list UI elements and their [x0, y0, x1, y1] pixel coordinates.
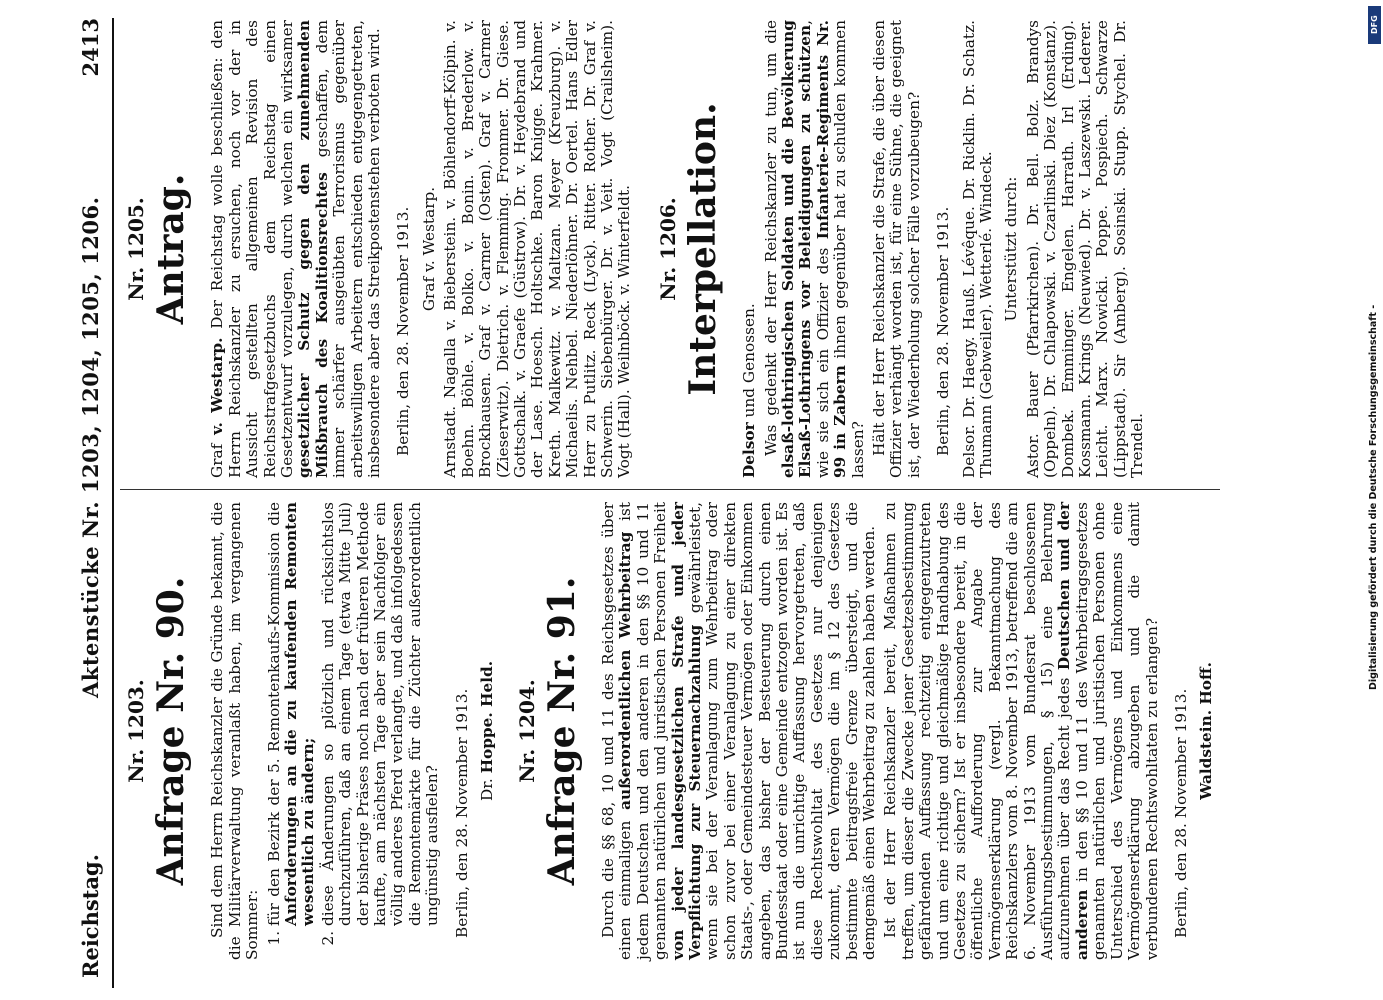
paragraph-2-1206: Hält der Herr Reichskanzler die Strafe, die über diesen Offizier verhängt worden ist, für eine Sühne, die geeignet ist, der Wiederholung solcher Fälle vorzubeugen? — [870, 20, 923, 478]
item-title-1205: Antrag. — [150, 173, 193, 325]
supported-label-1206: Unterstützt durch: — [1002, 176, 1021, 322]
signer-1205: Graf v. Westarp. — [419, 186, 438, 312]
page-header — [72, 18, 114, 988]
signature-1204 — [1198, 502, 1215, 960]
date-1203: Berlin, den 28. November 1913. — [452, 688, 471, 938]
item-number-1203: Nr. 1203. — [124, 679, 148, 783]
p1-c-1206: , wie sie sich ein Offizier des — [796, 20, 832, 478]
item-number-1206: Nr. 1206. — [655, 197, 680, 301]
left-column — [120, 502, 1238, 960]
p1-a-1206: Was gedenkt der Herr Reichskanzler zu tun, um die — [761, 20, 780, 456]
intro-name-1206: Delsor — [740, 422, 759, 478]
item-title-1203: Anfrage Nr. 90. — [150, 576, 193, 886]
date-1204: Berlin, den 28. November 1913. — [1171, 688, 1190, 938]
header-title: Aktenstücke Nr. 1203, 1204, 1205, 1206. — [78, 196, 103, 698]
p1-text-e: gewährleistet, wenn sie bei der Veranlagung zum Wehrbeitrag oder schon zuvor bei einer Veranlagung zu einer direkten Staats-, oder Gemeindesteuer Vermögen oder Einkommen angeben, das bisher der Besteuerung durch einen Bundesstaat oder eine Gemeinde entzogen worden ist. Es ist nun die unrichtige Auffassung hervorgetreten, daß diese Rechtswohltat des Gesetzes nur denjenigen zukommt, deren Vermögen die im § 12 des Gesetzes bestimmte beitragsfreie Grenze übersteigt, und die demgemäß einen Wehrbeitrag zu zahlen haben werden. — [685, 502, 878, 960]
paragraph-1-1206 — [763, 20, 867, 478]
column-divider — [120, 489, 1220, 490]
paragraph-2-1204 — [882, 502, 1161, 960]
intro-1206 — [741, 20, 758, 478]
paragraph-intro-1203: Sind dem Herrn Reichskanzler die Gründe bekannt, die die Militärverwaltung veranlaßt haben, im vergangenen Sommer: — [208, 502, 262, 960]
p-text-a-1205: Der Reichstag wolle beschließen: den Herrn Reichskanzler zu ersuchen, noch vor der in Aussicht gestellten allgemeinen Revision des Reichsstrafgesetzbuchs dem Reichstag einen Gesetzentwurf vorzulegen, durch welchen ein wirksamer — [208, 20, 297, 478]
cosigners-1205: Arnstadt. Nagalla v. Bieberstein. v. Böhlendorff-Kölpin. v. Boehn. Böhle. v. Bolko. v. Bonin. v. Brederlow. v. Brockhausen. Graf v. Carmer (Osten). Graf v. Carmer (Zieserwitz). Dietrich. v. Flemming. Frommer. Dr. Giese. Gottschalk. v. Graefe (Güstrow). Dr. v. Heydebrand und der Lase. Hoesch. Holtschke. Baron Knigge. Krahmer. Kreth. Malkewitz. v. Maltzan. Meyer (Kreuzburg). v. Michaelis. Nehbel. Niederlöhner. Dr. Oertel. Hans Edler Herr zu Putlitz. Reck (Lyck). Ritter. Rother. Dr. Graf v. Schwerin. Siebenbürger. Dr. v. Veit. Vogt (Crailsheim). Vogt (Hall). Weilnböck. v. Winterfeldt. — [441, 20, 634, 478]
date-1205: Berlin, den 28. November 1913. — [394, 206, 413, 456]
p1-d-1206: Infanterie-Regiments Nr. 99 in Zabern — [813, 20, 850, 478]
p1-text-c: ist jedem Deutschen und den anderen in den §§ 10 und 11 genannten natürlichen und juristischen Personen Freiheit — [616, 502, 670, 960]
signers-1206: Delsor. Dr. Haegy. Hauß. Lévêque. Dr. Ricklin. Dr. Schatz. Thumann (Gebweiler). Wetterlé. Windeck. — [959, 20, 996, 478]
question-list-1203 — [266, 502, 442, 960]
lead-name-1205: v. Westarp. — [208, 337, 227, 435]
item-title-1206: Interpellation. — [682, 102, 725, 396]
header-left: Reichstag. — [78, 854, 103, 978]
signature-1203 — [479, 502, 496, 960]
supporters-1206: Astor. Bauer (Pfarrkirchen). Dr. Bell. Bolz. Brandys (Oppeln). Dr. Chlapowski. v. Czarlinski. Diez (Konstanz). Dombek. Emminger. Engelen. Harrath. Irl (Erding). Kossmann. Krings (Neuwied). Dr. v. Laszewski. Lederer. Leicht. Marx. Nowicki. Poppe. Pospiech. Schwarze (Lippstadt). Sir (Amberg). Sosinski. Stupp. Stychel. Dr. Trendel. — [1023, 20, 1147, 478]
p2-text-a: Ist der Herr Reichskanzler bereit, Maßnahmen zu treffen, um dieser die Zwecke jener Gesetzesbestimmung gefährdenden Auffassung rechtzeitig entgegenzutreten und um eine richtige und gleichmäßige Handhabung des Gesetzes zu sichern? Ist er insbesondere bereit, in die öffentliche Aufforderung zur Angabe der Vermögenserklärung (vergl. Bekanntmachung des Reichskanzlers vom 8. November 1913, betreffend die am 6. November 1913 vom Bundesrat beschlossenen Ausführungsbestimmungen, § 15) eine Belehrung aufzunehmen über das Recht jedes — [881, 502, 1074, 960]
p-bold-b-1205: gesetzlicher Schutz gegen den zunehmenden Mißbrauch des Koalitionsrechtes — [295, 20, 331, 478]
p2-bold-b: Deutschen und der anderen — [1055, 502, 1091, 960]
right-column — [120, 20, 1153, 478]
p1-bold-b: außerordentlichen Wehrbeitrag — [616, 531, 635, 810]
question-1-text: für den Bezirk der 5. Remontenkaufs-Kommission die — [264, 502, 283, 926]
item-number-1204: Nr. 1204. — [514, 679, 539, 783]
p1-b-1206: elsaß-lothringischen Soldaten und die Bevölkerung Elsaß-Lothringens vor Beleidigungen zu schützen — [778, 20, 815, 478]
dfg-logo: DFG — [1368, 6, 1381, 44]
signature-names-1203: Hoppe. Held. — [478, 660, 497, 774]
digitization-credit: Digitalisierung gefördert durch die Deutsche Forschungsgemeinschaft - — [1368, 304, 1379, 690]
p-text-c-1205: geschaffen, dem immer schärfer ausgeübten Terrorismus gegenüber arbeitswilligen Arbeitern entschieden entgegengetreten, insbesondere aber das Streikpostenstehen verboten wird. — [312, 20, 384, 478]
paragraph-1205 — [209, 20, 383, 478]
question-item-1 — [266, 502, 318, 926]
date-1206: Berlin, den 28. November 1913. — [934, 206, 953, 456]
paragraph-1-1204 — [600, 502, 879, 960]
lead-1205: Graf — [208, 434, 227, 478]
intro-rest-1206: und Genossen. — [740, 303, 759, 423]
p1-e-1206: ihnen gegenüber hat zu schulden kommen lassen? — [831, 20, 867, 478]
question-1-bold: Anforderungen an die zu kaufenden Remonten wesentlich zu ändern; — [282, 502, 318, 926]
signature-names-1204: Waldstein. Hoff. — [1197, 662, 1216, 800]
item-title-1204: Anfrage Nr. 91. — [540, 576, 583, 886]
page-number: 2413 — [78, 18, 103, 77]
item-number-1205: Nr. 1205. — [124, 197, 148, 301]
p1-bold-d: von jeder landesgesetzlichen Strafe und jeder Verpflichtung zur Steuernachzahlung — [668, 502, 704, 960]
question-item-2: 2. diese Änderungen so plötzlich und rücksichtslos durchzuführen, daß an einem Tage (etwa Mitte Juli) der bisherige Präses noch nach der früheren Methode kaufte, am nächsten Tage aber sein Nachfolger ein völlig anderes Pferd verlangte, und daß infolgedessen die Remontemärkte für die Züchter außerordentlich ungünstig ausfielen? — [320, 502, 442, 926]
p1-text-a: Durch die §§ 68, 10 und 11 des Reichsgesetzes über einen einmaligen — [598, 502, 635, 960]
p2-text-c: in den §§ 10 und 11 des Wehrbeitragsgesetzes genannten natürlichen und juristischen Personen ohne Unterschied des Vermögens und Einkommens eine Vermögenserklärung abzugeben und die damit verbundenen Rechtswohltaten zu erlangen? — [1072, 502, 1161, 960]
signature-prefix: Dr. — [478, 773, 497, 802]
